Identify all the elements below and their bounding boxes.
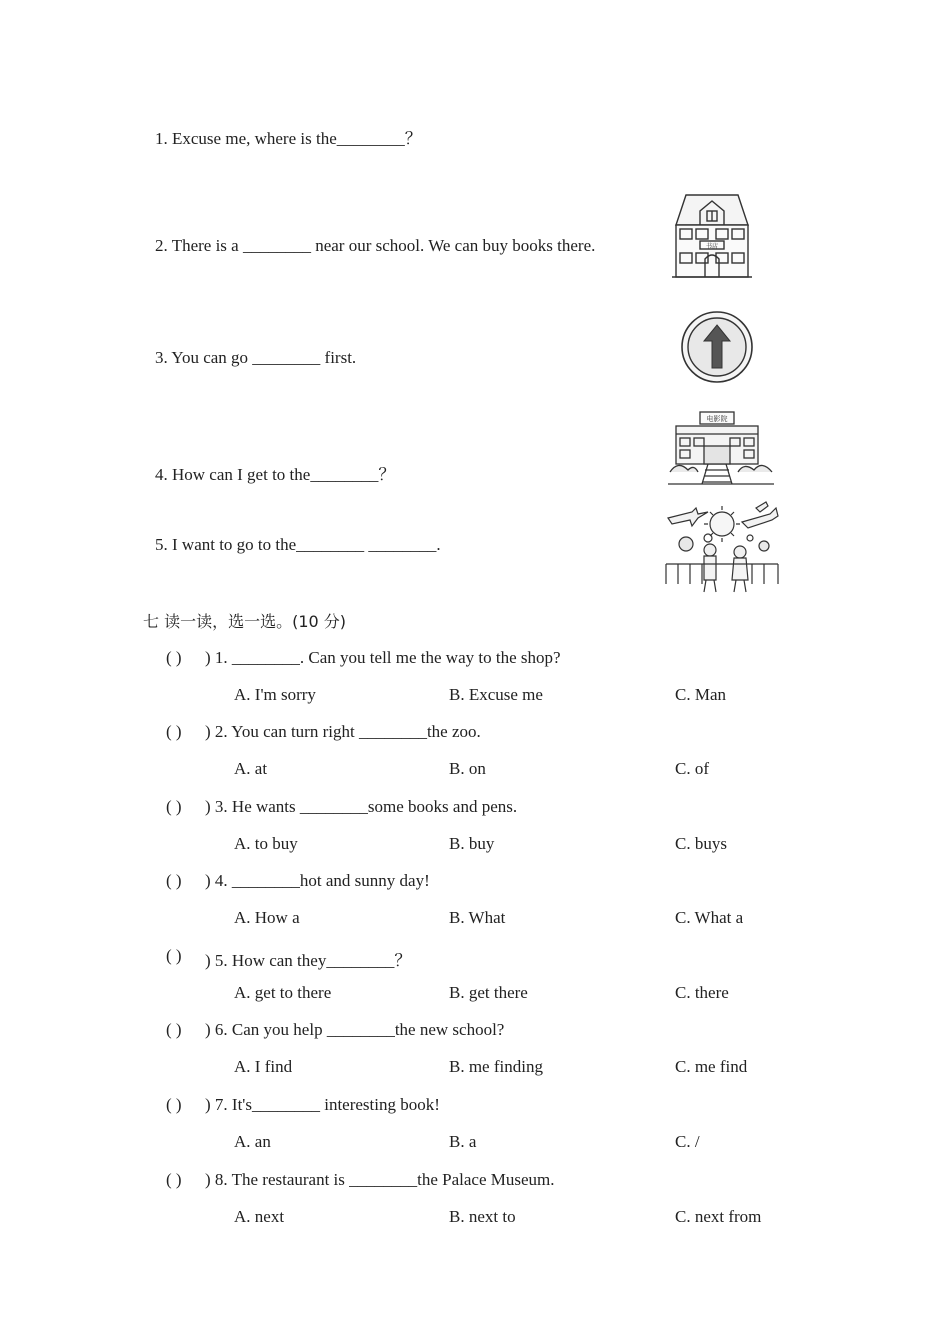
option-c[interactable]: C. What a	[675, 908, 744, 927]
answer-paren[interactable]: ( )	[166, 797, 182, 816]
option-b[interactable]: B. Excuse me	[449, 685, 543, 704]
option-b[interactable]: B. me finding	[449, 1057, 543, 1076]
option-b[interactable]: B. next to	[449, 1207, 516, 1226]
option-a[interactable]: A. at	[234, 759, 268, 778]
option-c[interactable]: C. /	[675, 1132, 700, 1151]
option-a[interactable]: A. next	[234, 1207, 285, 1226]
bookstore-icon	[672, 193, 752, 281]
option-c[interactable]: C. next from	[675, 1207, 762, 1226]
cinema-sign: 电影院	[706, 415, 728, 423]
option-b[interactable]: B. What	[449, 908, 506, 927]
question-stem: ) 3. He wants ________some books and pens.	[205, 797, 518, 816]
option-c[interactable]: C. there	[675, 983, 729, 1002]
option-c[interactable]: C. of	[675, 759, 709, 778]
fill-in-item-5: 5. I want to go to the________ ________.	[155, 535, 441, 554]
section-title: 七 读一读，选一选。(10 分)	[143, 612, 347, 631]
option-a[interactable]: A. I'm sorry	[234, 685, 316, 704]
answer-paren[interactable]: ( )	[166, 871, 182, 890]
bookstore-sign: 书店	[705, 243, 719, 250]
option-a[interactable]: A. to buy	[234, 834, 298, 853]
option-a[interactable]: A. How a	[234, 908, 300, 927]
question-stem: ) 1. ________. Can you tell me the way to the shop?	[205, 648, 561, 667]
option-b[interactable]: B. get there	[449, 983, 528, 1002]
fill-in-item-1: 1. Excuse me, where is the________？	[155, 129, 422, 148]
fill-in-item-3: 3. You can go ________ first.	[155, 348, 357, 367]
option-a[interactable]: A. get to there	[234, 983, 332, 1002]
option-b[interactable]: B. buy	[449, 834, 495, 853]
option-c[interactable]: C. buys	[675, 834, 727, 853]
answer-paren[interactable]: ( )	[166, 648, 182, 667]
go-straight-sign-icon	[680, 310, 754, 384]
question-stem: ) 7. It's________ interesting book!	[205, 1095, 440, 1114]
question-stem: ) 5. How can they________？	[205, 951, 412, 970]
answer-paren[interactable]: ( )	[166, 722, 182, 741]
answer-paren[interactable]: ( )	[166, 946, 182, 965]
fill-in-item-4: 4. How can I get to the________？	[155, 465, 396, 484]
cinema-icon	[668, 410, 774, 488]
option-b[interactable]: B. a	[449, 1132, 477, 1151]
answer-paren[interactable]: ( )	[166, 1020, 182, 1039]
option-a[interactable]: A. I find	[234, 1057, 293, 1076]
fill-in-item-2: 2. There is a ________ near our school. We can buy books there.	[155, 236, 596, 255]
answer-paren[interactable]: ( )	[166, 1095, 182, 1114]
question-stem: ) 8. The restaurant is ________the Palace Museum.	[205, 1170, 555, 1189]
option-c[interactable]: C. me find	[675, 1057, 748, 1076]
question-stem: ) 6. Can you help ________the new school?	[205, 1020, 505, 1039]
question-stem: ) 4. ________hot and sunny day!	[205, 871, 430, 890]
option-c[interactable]: C. Man	[675, 685, 726, 704]
option-b[interactable]: B. on	[449, 759, 486, 778]
science-museum-icon	[662, 500, 782, 596]
question-stem: ) 2. You can turn right ________the zoo.	[205, 722, 481, 741]
answer-paren[interactable]: ( )	[166, 1170, 182, 1189]
option-a[interactable]: A. an	[234, 1132, 271, 1151]
